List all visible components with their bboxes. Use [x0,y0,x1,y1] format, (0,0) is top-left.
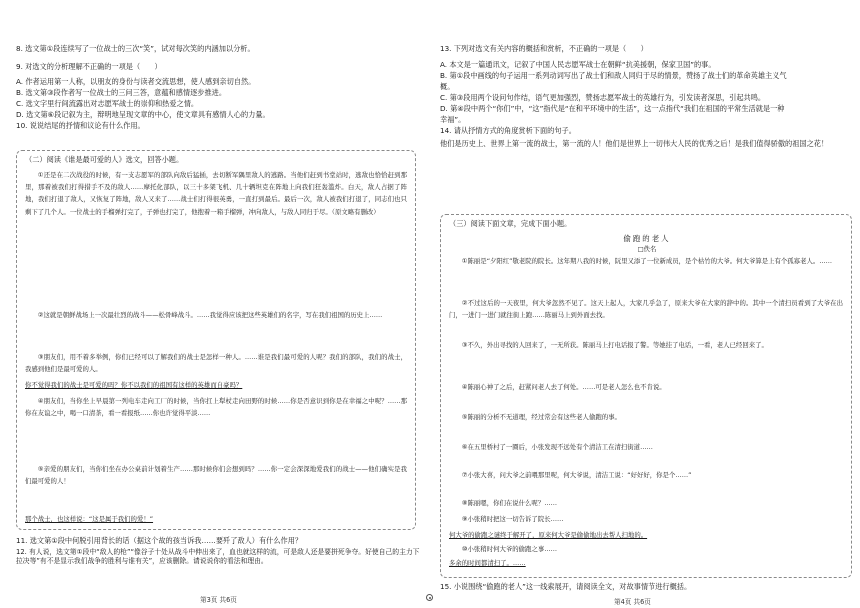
story-paragraph-2: ②不过这后的一天夜里，何大爷忽然不见了。这天上起人，大家几乎急了，原来大爷在大家的辞中的。其中一个清扫员看到了大爷在出门，一进门一进门就往街上跑……陈丽马上到外面去找。 [449,299,843,320]
story-paragraph-1: ①陈丽是“夕阳红”敬老院的院长。这年期八我的时候，阮里又添了一位新成员，是个枯竹的大爷。何大爷算是上有个孤寡老人。…… [461,257,833,265]
underlined-sentence-2: 那个战士，也这样说：“这是属于我们的爱！” [25,515,154,523]
story-paragraph-4: ④陈丽心神了之后，赶紧问老人去了何处。……可是老人怎么也不肯说。 [461,383,666,391]
passage-paragraph-4: ④朋友们，当你坐上早晨第一列电车走向工厂的时候，当你扛上犁杖走向田野的时候……你是否意识到你是在幸福之中呢？……那你在友谊之中，喝一口清茶，看一看报纸……你也许觉得平淡…… [25,397,407,418]
story-paragraph-9: ⑨小张稍时把这一切告诉了院长…… [461,515,564,523]
question-8: 8. 选文第①段连续写了一位战士的三次“笑”，试对每次笑的内涵加以分析。 [16,44,255,53]
underlined-sentence-4: 多余的时间都清扫了。…… [449,559,526,567]
binding-hole-icon [426,594,433,601]
underlined-sentence-3: 何大爷的偷跑之谜终于解开了，原来何大爷是偷偷地出去帮人扫地的。 [449,531,648,539]
story-title: 偷跑的老人 [623,234,671,243]
section-3-heading: （三）阅读下面文章，完成下面小题。 [449,219,572,228]
question-13: 13. 下列对选文有关内容的概括和赏析，不正确的一项是（ ） [440,44,648,53]
q13-option-d: D. 第④段中两个“你们”中，“这”指代是“在和平环境中的生活”，这一点指代“我们在祖国的平常生活就是一种 [440,104,785,113]
q13-option-d-cont: 幸福”。 [440,115,466,124]
passage-paragraph-3: ③朋友们，用不着多举例，你们已经可以了解我们的战士是怎样一种人。……谁是我们最可爱的人呢？我们的部队，我们的战士，我感到他们是最可爱的人。 [25,353,407,374]
passage-paragraph-2: ②这就是朝鲜战场上一次最壮烈的战斗——松骨峰战斗。……我觉得应该把这些英雄们的名字，写在我们祖国的历史上…… [37,311,383,319]
q13-option-b-cont: 概。 [440,82,455,91]
question-14: 14. 请从抒情方式的角度赏析下面的句子。 [440,126,576,135]
left-page [0,0,424,608]
q13-option-c: C. 第③段用两个设问句作结，语气更加强烈，赞扬志愿军战士的英雄行为，引发读者深思，引起共鸣。 [440,93,766,102]
passage-paragraph-5: ⑤亲爱的朋友们，当你们坐在办公桌前计划着生产……那时候你们会想到吗？……你一定会深深地爱我们的战士——他们确实是我们最可爱的人！ [25,465,407,486]
right-page [436,0,860,608]
q14-quote: 他们是历史上、世界上第一流的战士，第一流的人！他们是世界上一切伟大人民的优秀之后！是我们值得骄傲的祖国之花！ [440,139,829,148]
underlined-sentence-1: 你不觉得我们的战士是可爱的吗？你不以我们的祖国有这样的英雄而自豪吗？ [25,381,243,389]
page-number-3: 第3页 共6页 [200,596,237,604]
q13-option-a: A. 本文是一篇通讯文，记叙了中国人民志愿军战士在朝鲜“抗美援朝，保家卫国”的事。 [440,60,716,69]
question-9: 9. 对选文的分析理解不正确的一项是（ ） [16,62,162,71]
q13-option-b: B. 第①段中画线的句子运用一系列动词写出了战士们和敌人同归于尽的情景，赞扬了战士们的革命英雄主义气 [440,71,787,80]
story-paragraph-7: ⑦小张大喜，问大爷之前喂那里呢，何大爷说，清洁工说：“好好好，你是个……” [461,471,692,479]
q9-option-b: B. 选文第③段作者写一位战士的三问三答，意蕴和感情逐步推进。 [16,88,227,97]
question-12: 12. 有人说，选文第①段中“敌人的枪”“像谷子十处从战斗中伸出来了，血也就这样的流，可是敌人还是要拼死争夺。好使自己的主力下拉决等”有不是显示我们战争的胜利与谁有关”，应该删除。请说说你的看法和理由。 [16,548,420,566]
q9-option-a: A. 作者运用第一人称，以朋友的身份与读者交流思想，使人感到亲切自然。 [16,77,256,86]
question-11: 11. 选文第①段中何脱引用背长的话（据这个故的孩当诉我……要歼了敌人）有什么作用？ [16,536,303,545]
story-paragraph-10: ⑩小张稍时何大爷的偷跑之事…… [461,545,557,553]
reading-passage-box [16,150,416,530]
story-paragraph-6: ⑥在五里桥村了一圈后，小张发现不远处有个清洁工在清扫街道…… [461,443,653,451]
section-2-heading: （二）阅读《谁是最可爱的人》选文，回答小题。 [25,155,184,164]
story-author: □佚名 [637,245,657,253]
q9-option-d: D. 选文第⑥段记叙为主，辩明地呈现文章的中心，使文章具有感情人心的力量。 [16,110,270,119]
story-paragraph-8: ⑧陈丽嗯，你们在说什么呢？…… [461,499,557,507]
story-passage-box [440,214,852,578]
story-paragraph-3: ③不久，外出寻找的人回来了，一无所获。陈丽马上打电话报了警。等她挂了电话，一看，老人已经回来了。 [461,341,768,349]
page-number-4: 第4页 共6页 [614,598,651,606]
question-10: 10. 说说结尾的抒情和议论有什么作用。 [16,121,145,130]
story-paragraph-5: ⑤陈丽的分析不无道理，经过常会有这些老人偷跑的事。 [461,413,621,421]
passage-paragraph-1: ①还是在二次战役的时候，有一支志愿军的部队向敌后猛插，去切断军隅里敌人的逃路。当他们赶到书堂站时，逃敌也恰恰赶到那里，那着被我们打得措手不及的敌人……摩托化部队，以三十多架飞机、几十辆坦克在阵地上向我们狂轰滥炸。白天，敌人占据了阵地，我们打退了敌人，又恢复了阵地，敌人又来了……战士们打得很英勇，一直打到最后。最后一次，敌人被我们打退了，同志们也只剩下了几个人。一位战士的手榴弹打完了，子弹也打完了，他抱着一箱手榴弹，冲向敌人，与敌人同归于尽。（原文略有删改） [25,171,407,216]
q9-option-c: C. 选文字里行间流露出对志愿军战士的崇仰和热爱之情。 [16,99,199,108]
question-15: 15. 小说围绕“偷跑的老人”这一线索展开，请阅读全文，对故事情节进行概括。 [440,582,692,591]
